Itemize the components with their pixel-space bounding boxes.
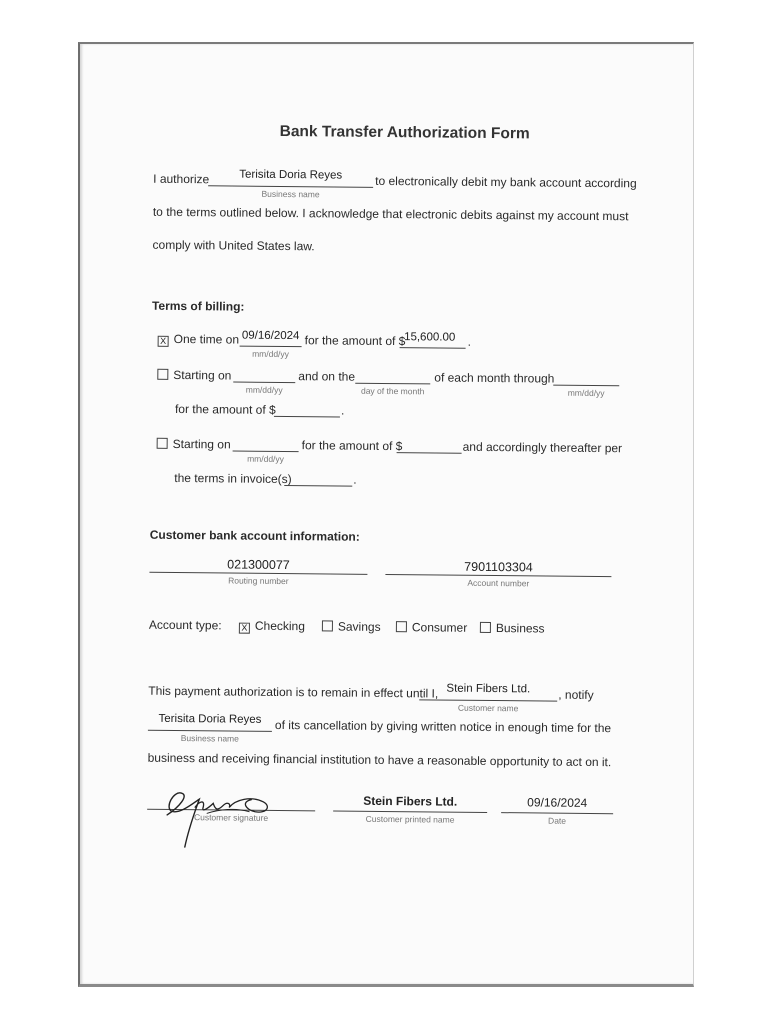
savings-label: Savings [337, 619, 381, 634]
scanned-paper [78, 42, 694, 987]
effect-customer-caption: Customer name [457, 702, 519, 714]
invoice-date-caption: mm/dd/yy [247, 453, 284, 465]
date-line [501, 812, 613, 814]
consumer-label: Consumer [411, 620, 468, 635]
monthly-middle: and on the [298, 369, 356, 384]
invoice-terms-line [284, 485, 352, 487]
effect-business-name: Terisita Doria Reyes [158, 712, 262, 726]
effect-prefix: This payment authorization is to remain in effect until I, [148, 683, 439, 701]
billing-heading: Terms of billing: [151, 298, 245, 314]
one-time-date-line [240, 346, 302, 348]
monthly-date-caption: mm/dd/yy [245, 384, 283, 395]
effect-business-line [148, 730, 272, 732]
one-time-prefix: One time on [173, 331, 240, 347]
monthly-prefix: Starting on [173, 367, 232, 383]
monthly-checkbox[interactable] [157, 369, 168, 380]
invoice-middle: for the amount of $ [301, 438, 403, 454]
printed-name: Stein Fibers Ltd. [363, 793, 458, 809]
monthly-amount-label: for the amount of $ [174, 401, 276, 417]
signature-caption: Customer signature [193, 812, 269, 823]
invoice-prefix: Starting on [172, 436, 231, 452]
invoice-checkbox[interactable] [157, 438, 168, 449]
intro-suffix: to electronically debit my bank account according [375, 173, 637, 191]
intro-line-3: comply with United States law. [152, 237, 315, 254]
one-time-checkbox[interactable]: X [158, 336, 169, 347]
monthly-through: of each month through [434, 370, 555, 386]
monthly-date-line [233, 382, 295, 384]
account-type-business[interactable] [480, 621, 545, 636]
business-checkbox[interactable] [480, 622, 491, 633]
date-caption: Date [548, 815, 567, 826]
business-label: Business [495, 621, 545, 636]
invoice-amount-line [397, 452, 462, 454]
monthly-day-line [355, 383, 430, 385]
intro-prefix: I authorize [153, 171, 210, 187]
one-time-end: . [467, 334, 472, 349]
checking-label: Checking [254, 618, 306, 634]
effect-customer-line [419, 699, 557, 701]
monthly-day-caption: day of the month [360, 385, 425, 397]
form-sheet [76, 41, 698, 987]
routing-caption: Routing number [228, 575, 289, 587]
printed-name-line [333, 811, 487, 813]
monthly-row [157, 368, 231, 383]
invoice-row [157, 437, 231, 452]
one-time-date: 09/16/2024 [241, 329, 300, 343]
effect-business-caption: Business name [180, 733, 239, 744]
bank-heading: Customer bank account information: [149, 527, 360, 544]
business-name-value: Terisita Doria Reyes [239, 168, 343, 182]
form-title: Bank Transfer Authorization Form [279, 122, 530, 143]
one-time-date-caption: mm/dd/yy [252, 348, 290, 360]
business-name-caption: Business name [261, 188, 320, 200]
invoice-line-2: the terms in invoice(s) [174, 470, 292, 487]
effect-suffix: , notify [558, 687, 594, 702]
monthly-through-line [553, 385, 619, 387]
printed-name-caption: Customer printed name [365, 813, 455, 825]
business-name-line [208, 185, 373, 188]
account-type-checking[interactable] [239, 619, 305, 635]
consumer-checkbox[interactable] [396, 621, 407, 632]
invoice-end: . [353, 472, 357, 487]
account-type-label: Account type: [148, 617, 222, 633]
invoice-date-line [233, 451, 299, 453]
account-type-consumer[interactable] [396, 620, 467, 635]
account-number: 7901103304 [464, 559, 533, 575]
monthly-amount-line [274, 416, 340, 418]
savings-checkbox[interactable] [322, 620, 333, 631]
routing-number: 021300077 [227, 557, 290, 573]
one-time-amount: 15,600.00 [404, 331, 456, 344]
one-time-amount-line [400, 347, 466, 349]
effect-customer-name: Stein Fibers Ltd. [446, 682, 531, 696]
account-caption: Account number [467, 577, 530, 589]
effect-line-2: of its cancellation by giving written notice in enough time for the [274, 717, 612, 736]
signature-date: 09/16/2024 [527, 795, 588, 810]
monthly-through-caption: mm/dd/yy [567, 387, 605, 399]
intro-line-2: to the terms outlined below. I acknowledge that electronic debits against my account must [152, 204, 629, 224]
one-time-row [158, 332, 240, 348]
account-type-savings[interactable] [322, 619, 381, 634]
monthly-end: . [340, 403, 345, 418]
one-time-middle: for the amount of $ [304, 333, 406, 349]
checking-checkbox[interactable]: X [239, 623, 250, 634]
invoice-tail: and accordingly thereafter per [462, 439, 623, 456]
effect-line-3: business and receiving financial institution to have a reasonable opportunity to act on it. [147, 750, 612, 770]
